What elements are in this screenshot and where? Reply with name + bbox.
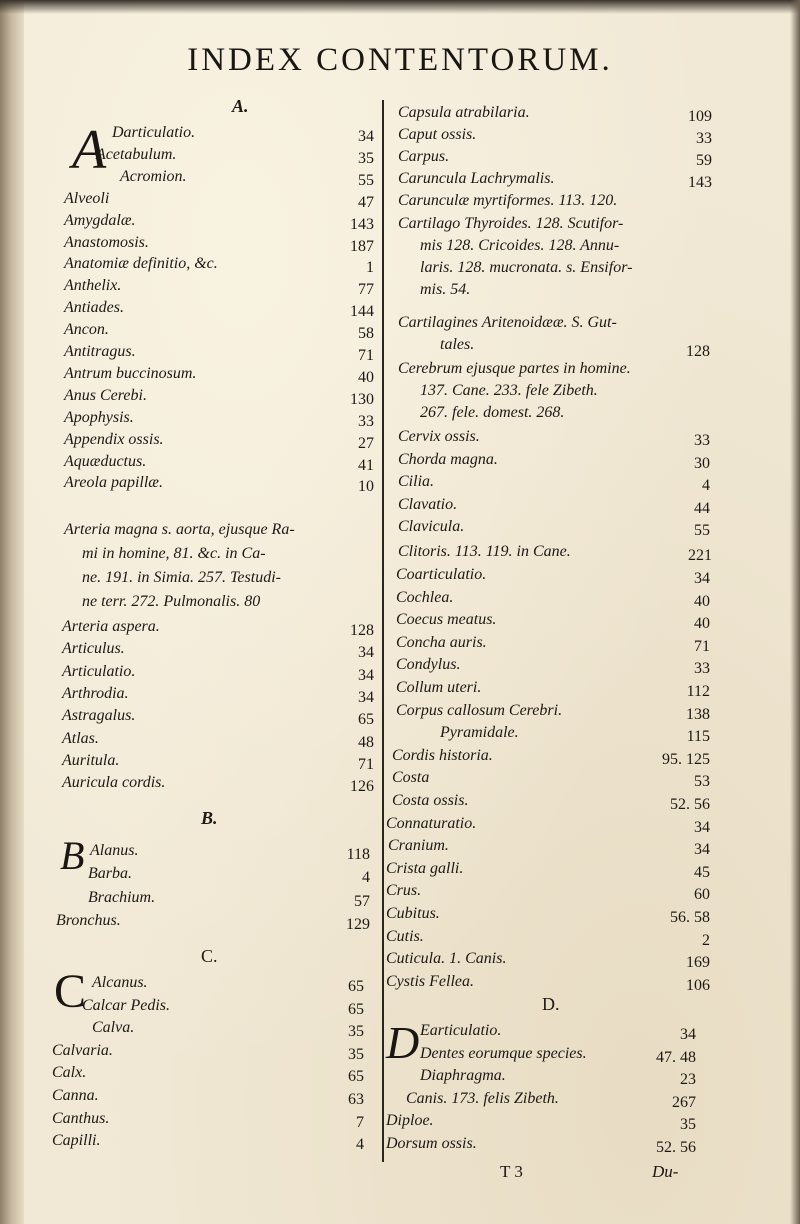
page-number: 55 — [694, 522, 710, 540]
index-entry: Apophysis. — [64, 408, 134, 426]
page-number: 53 — [694, 773, 710, 791]
page-number: 44 — [694, 499, 710, 517]
page-number: 52. 56 — [670, 796, 710, 813]
index-entry: Caput ossis. — [398, 126, 477, 143]
page-number: 59 — [696, 152, 712, 169]
index-entry-line: tales. — [440, 336, 475, 353]
page-number: 10 — [358, 478, 374, 496]
page-number: 35 — [348, 1023, 364, 1041]
index-entry: Ancon. — [64, 321, 109, 339]
page-number: 2 — [702, 931, 710, 949]
index-entry: Atlas. — [62, 729, 99, 747]
index-entry: Darticulatio. — [112, 124, 196, 141]
page-number: 129 — [346, 916, 370, 934]
page-number: 34 — [358, 666, 374, 684]
page-number: 65 — [358, 711, 374, 729]
page-number: 4 — [702, 477, 710, 495]
index-entry: Calx. — [52, 1064, 87, 1082]
page-number: 138 — [686, 705, 710, 723]
page-number: 34 — [694, 570, 710, 587]
page-number: 126 — [350, 778, 374, 796]
index-entry-line: ne terr. 272. Pulmonalis. 80 — [82, 593, 261, 610]
index-entry: Canna. — [52, 1087, 99, 1104]
index-entry: Earticulatio. — [420, 1022, 502, 1039]
page-number: 65 — [348, 978, 364, 995]
page-number: 71 — [358, 347, 374, 364]
page-number: 35 — [358, 149, 374, 167]
index-entry: Anthelix. — [64, 277, 122, 295]
index-entry: Cubitus. — [386, 905, 440, 922]
index-entry: Aquæductus. — [64, 452, 147, 470]
index-entry: Auritula. — [62, 751, 120, 769]
index-entry: Auricula cordis. — [62, 774, 166, 792]
binding-gutter — [0, 0, 24, 1224]
index-entry: Bronchus. — [56, 912, 121, 930]
page-number: 4 — [362, 869, 370, 887]
index-entry: Carpus. — [398, 148, 450, 165]
index-entry-line: laris. 128. mucronata. s. Ensifor- — [420, 259, 633, 276]
page-number: 267 — [672, 1093, 696, 1111]
page-number: 77 — [358, 281, 374, 299]
index-entry: Clitoris. 113. 119. in Cane. — [398, 543, 571, 560]
index-entry: Connaturatio. — [386, 814, 477, 832]
page-number: 35 — [680, 1116, 696, 1134]
index-entry: Collum uteri. — [396, 679, 482, 696]
index-entry-line: mis. 54. — [420, 281, 471, 298]
page-number: 169 — [686, 954, 710, 972]
page-number: 144 — [350, 303, 374, 321]
page-number: 128 — [686, 343, 710, 360]
index-entry: Astragalus. — [62, 707, 136, 725]
index-entry: Anatomiæ definitio, &c. — [64, 255, 218, 273]
page-number: 45 — [694, 863, 710, 881]
index-entry: Carunculæ myrtiformes. 113. 120. — [398, 192, 618, 209]
index-entry: Dorsum ossis. — [386, 1135, 477, 1152]
index-entry: Areola papillæ. — [64, 474, 163, 492]
page-number: 33 — [694, 432, 710, 449]
page-number: 52. 56 — [656, 1139, 696, 1156]
index-entry: Caruncula Lachrymalis. — [398, 170, 555, 187]
page-number: 56. 58 — [670, 909, 710, 926]
index-entry: Costa ossis. — [392, 792, 469, 809]
page-number: 27 — [358, 434, 374, 452]
index-entry: Concha auris. — [396, 633, 487, 651]
index-entry-line: ne. 191. in Simia. 257. Testudi- — [82, 569, 281, 586]
index-entry: Antiades. — [64, 299, 124, 317]
page-right-shadow — [790, 0, 800, 1224]
page-number: 57 — [354, 892, 370, 910]
index-entry: Cystis Fellea. — [386, 972, 474, 990]
index-entry: Barba. — [88, 865, 132, 883]
page-number: 143 — [350, 215, 374, 233]
page-number: 7 — [356, 1113, 364, 1131]
page-number: 65 — [348, 1000, 364, 1018]
page-number: 48 — [358, 733, 374, 751]
index-entry-line: 137. Cane. 233. fele Zibeth. — [420, 382, 598, 399]
index-entry: Amygdalæ. — [64, 211, 136, 229]
index-entry: Canis. 173. felis Zibeth. — [406, 1089, 559, 1107]
index-entry: Anastomosis. — [64, 233, 149, 251]
page-number: 63 — [348, 1091, 364, 1108]
drop-initial-b: B — [60, 833, 85, 878]
page-number: 47. 48 — [656, 1048, 696, 1066]
page-number: 40 — [358, 368, 374, 386]
page-number: 143 — [688, 174, 712, 191]
index-entry: Alcanus. — [92, 974, 148, 991]
page-number: 109 — [688, 108, 712, 125]
index-entry-line: Arteria magna s. aorta, ejusque Ra- — [64, 521, 295, 538]
index-entry: Coecus meatus. — [396, 611, 497, 629]
page-number: 33 — [694, 660, 710, 678]
page-number: 34 — [358, 688, 374, 706]
index-entry: Arteria aspera. — [62, 618, 160, 635]
index-entry-line: mis 128. Cricoides. 128. Annu- — [420, 237, 620, 254]
index-entry: Anus Cerebi. — [64, 386, 147, 404]
index-entry-line: mi in homine, 81. &c. in Ca- — [82, 545, 266, 562]
index-entry: Appendix ossis. — [64, 430, 164, 448]
page-number: 128 — [350, 622, 374, 639]
drop-initial-a: A — [72, 119, 107, 181]
drop-initial-c: C — [54, 965, 87, 1018]
index-entry: Arthrodia. — [62, 684, 129, 702]
page-number: 1 — [366, 259, 374, 277]
page-number: 65 — [348, 1068, 364, 1086]
page-number: 4 — [356, 1136, 364, 1154]
index-entry: Antrum buccinosum. — [64, 364, 197, 382]
page-number: 33 — [696, 130, 712, 147]
index-entry: Coarticulatio. — [396, 566, 487, 583]
page-number: 40 — [694, 592, 710, 610]
index-entry: Cilia. — [398, 473, 435, 491]
page-number: 115 — [686, 728, 710, 746]
index-entry: Crus. — [386, 882, 422, 900]
page-number: 34 — [694, 841, 710, 859]
page-number: 58 — [358, 325, 374, 343]
page-number: 60 — [694, 886, 710, 904]
signature-mark: T 3 — [500, 1162, 523, 1181]
index-entry: Cordis historia. — [392, 746, 493, 764]
index-entry: Articulus. — [62, 640, 125, 658]
page-number: 47 — [358, 193, 374, 211]
page-title: INDEX CONTENTORUM. — [187, 42, 613, 78]
page-number: 34 — [694, 818, 710, 836]
section-heading-a: A. — [232, 96, 249, 116]
page-number: 106 — [686, 976, 710, 994]
index-entry: Calvaria. — [52, 1041, 113, 1059]
index-entry: Corpus callosum Cerebri. — [396, 701, 563, 719]
index-entry: Cuticula. 1. Canis. — [386, 950, 507, 968]
catchword: Du- — [652, 1162, 679, 1181]
index-entry: Cochlea. — [396, 588, 454, 606]
page-number: 71 — [358, 755, 374, 773]
page-number: 187 — [350, 237, 374, 255]
page-number: 30 — [694, 454, 710, 472]
index-entry-line: 267. fele. domest. 268. — [420, 404, 565, 421]
page-number: 112 — [686, 683, 710, 700]
index-entry: Costa — [392, 769, 430, 787]
index-entry: Calva. — [92, 1019, 135, 1037]
page-number: 34 — [680, 1026, 696, 1043]
page-number: 34 — [358, 128, 374, 145]
index-entry: Chorda magna. — [398, 450, 498, 468]
index-entry: Clavatio. — [398, 495, 458, 513]
index-entry: Capilli. — [52, 1132, 101, 1150]
page-top-shadow — [0, 0, 800, 14]
index-entry: Cervix ossis. — [398, 428, 480, 445]
index-entry: Articulatio. — [62, 662, 136, 680]
page-number: 130 — [350, 390, 374, 408]
page-number: 33 — [358, 412, 374, 430]
index-entry: Canthus. — [52, 1109, 110, 1127]
index-entry: Brachium. — [88, 888, 156, 906]
section-heading-d: D. — [542, 994, 560, 1014]
index-entry-line: Cartilago Thyroides. 128. Scutifor- — [398, 215, 624, 232]
index-entry: Cutis. — [386, 927, 424, 945]
page-number: 71 — [694, 637, 710, 655]
index-entry: Capsula atrabilaria. — [398, 104, 530, 121]
index-entry: Dentes eorumque species. — [420, 1044, 587, 1062]
page-number: 118 — [346, 846, 370, 863]
index-entry: Diploe. — [386, 1112, 434, 1130]
page-number: 41 — [358, 456, 374, 474]
index-entry: Acromion. — [120, 167, 187, 185]
page-number: 23 — [680, 1071, 696, 1089]
index-entry: Cranium. — [388, 837, 449, 855]
index-entry: Crista galli. — [386, 859, 464, 877]
column-divider — [382, 100, 384, 1162]
page-number: 34 — [358, 644, 374, 662]
section-heading-b: B. — [201, 808, 218, 828]
page-number: 40 — [694, 615, 710, 633]
index-entry-line: Cerebrum ejusque partes in homine. — [398, 360, 631, 377]
index-entry: Diaphragma. — [420, 1067, 506, 1085]
section-heading-c: C. — [201, 946, 218, 966]
index-entry: Calcar Pedis. — [82, 996, 170, 1014]
index-entry: Alanus. — [90, 842, 139, 859]
index-entry: Clavicula. — [398, 518, 465, 536]
page-number: 221 — [688, 547, 712, 564]
page-number: 35 — [348, 1045, 364, 1063]
page-number: 55 — [358, 171, 374, 189]
index-entry: Alveoli — [64, 189, 110, 207]
index-entry: Acetabulum. — [96, 145, 177, 163]
index-entry: Condylus. — [396, 656, 461, 674]
drop-initial-d: D — [386, 1017, 420, 1068]
page-number: 95. 125 — [662, 750, 710, 768]
index-entry: Antitragus. — [64, 343, 136, 360]
index-entry: Pyramidale. — [440, 724, 519, 742]
index-entry-line: Cartilagines Aritenoidææ. S. Gut- — [398, 314, 617, 331]
